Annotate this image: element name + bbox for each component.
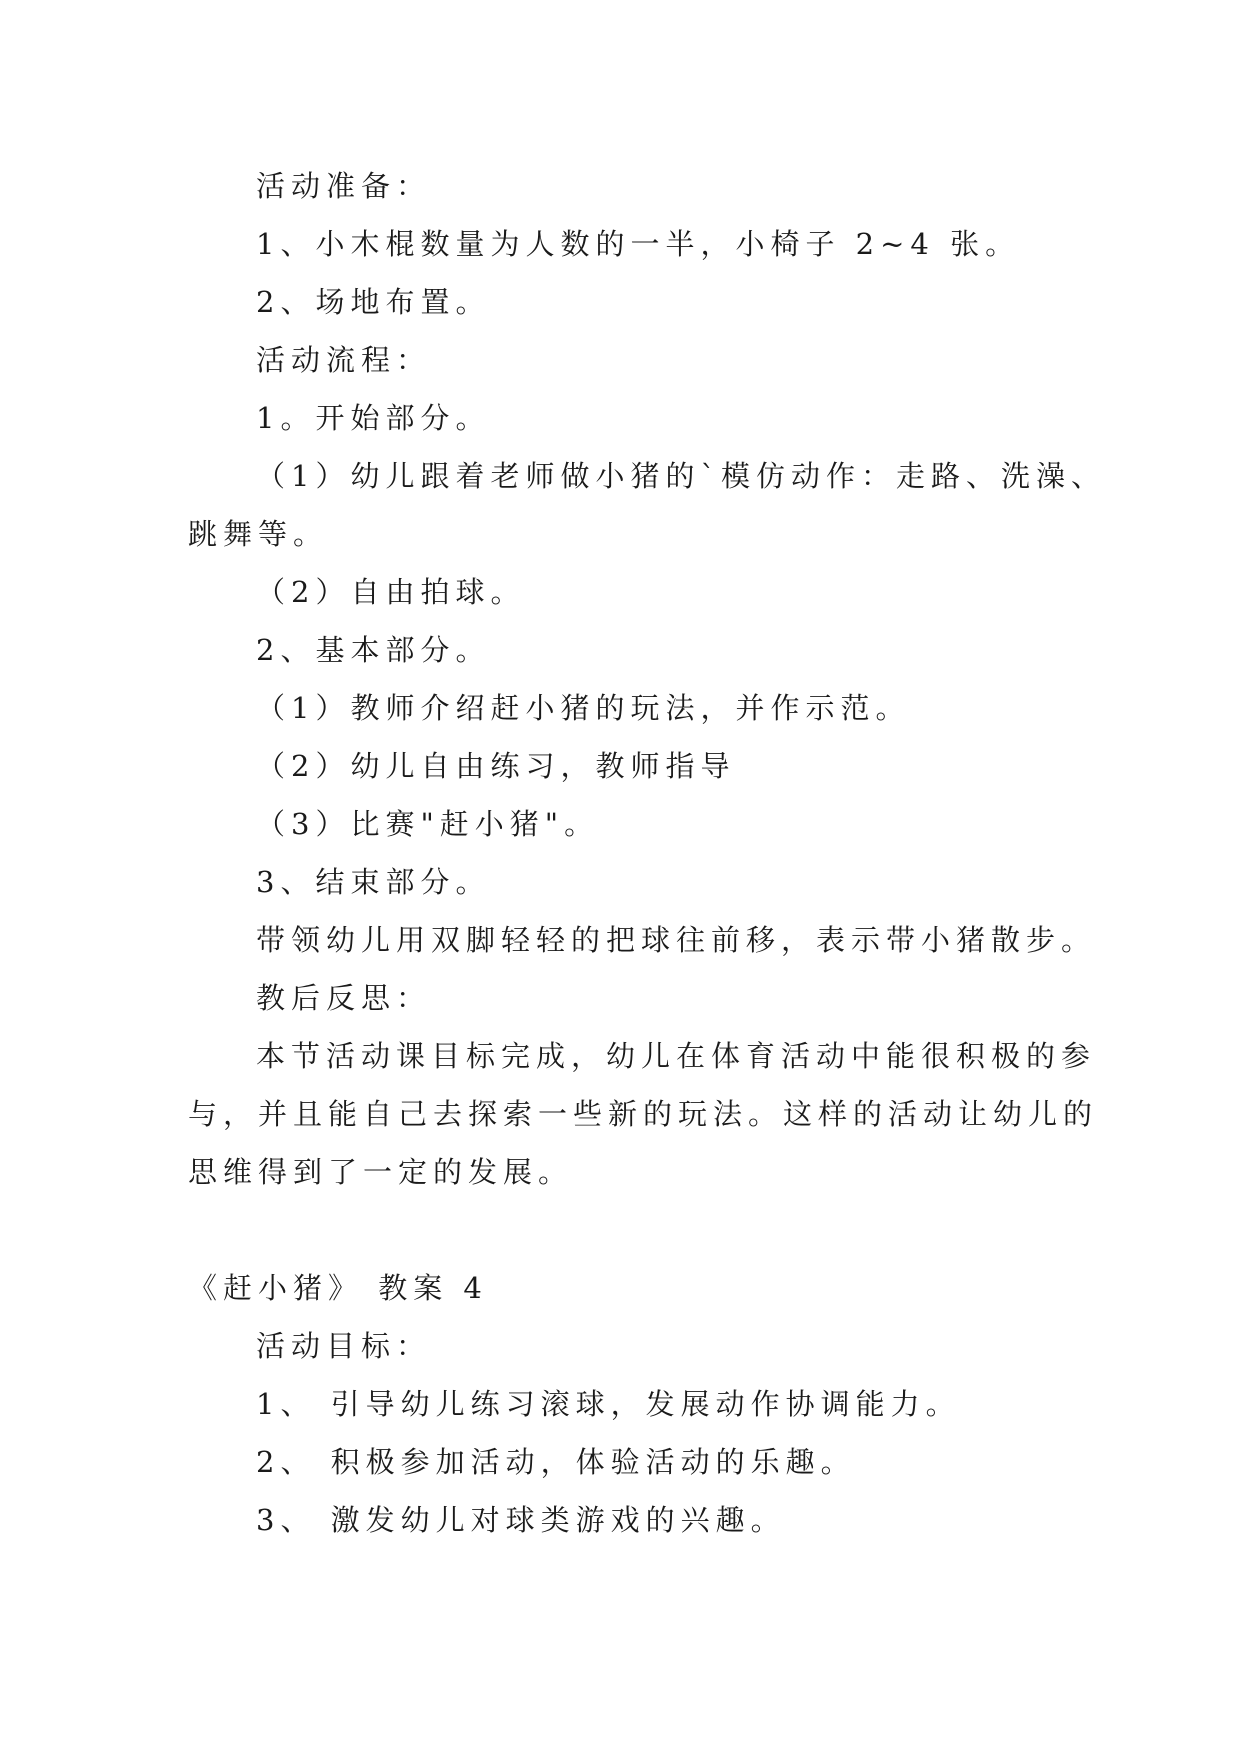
paragraph-line: （2）自由拍球。 — [256, 575, 526, 609]
paragraph-line: 跳舞等。 — [188, 517, 329, 551]
paragraph-line: 2、 积极参加活动，体验活动的乐趣。 — [256, 1445, 856, 1479]
paragraph-line: 1。开始部分。 — [256, 401, 491, 435]
paragraph-line: 3、 激发幼儿对球类游戏的兴趣。 — [256, 1503, 786, 1537]
section-heading-goals: 活动目标： — [256, 1329, 432, 1363]
paragraph-line: 思维得到了一定的发展。 — [188, 1155, 574, 1189]
paragraph-line: 带领幼儿用双脚轻轻的把球往前移，表示带小猪散步。 — [256, 923, 1097, 957]
lesson-title: 《赶小猪》 教案 4 — [188, 1271, 488, 1305]
paragraph-line: （2）幼儿自由练习，教师指导 — [256, 749, 736, 783]
paragraph-line: 与，并且能自己去探索一些新的玩法。这样的活动让幼儿的 — [188, 1097, 1099, 1131]
section-heading-preparation: 活动准备： — [256, 169, 432, 203]
paragraph-line: 1、小木棍数量为人数的一半，小椅子 2~4 张。 — [256, 227, 1021, 261]
paragraph-line: 1、 引导幼儿练习滚球，发展动作协调能力。 — [256, 1387, 961, 1421]
paragraph-line: 2、基本部分。 — [256, 633, 491, 667]
paragraph-line: 本节活动课目标完成，幼儿在体育活动中能很积极的参 — [256, 1039, 1097, 1073]
paragraph-line: 2、场地布置。 — [256, 285, 491, 319]
paragraph-line: （3）比赛"赶小猪"。 — [256, 807, 600, 841]
paragraph-line: 3、结束部分。 — [256, 865, 491, 899]
paragraph-line: （1）教师介绍赶小猪的玩法，并作示范。 — [256, 691, 911, 725]
section-heading-reflection: 教后反思： — [256, 981, 432, 1015]
section-heading-process: 活动流程： — [256, 343, 432, 377]
paragraph-line: （1）幼儿跟着老师做小猪的`模仿动作：走路、洗澡、 — [256, 459, 1106, 493]
